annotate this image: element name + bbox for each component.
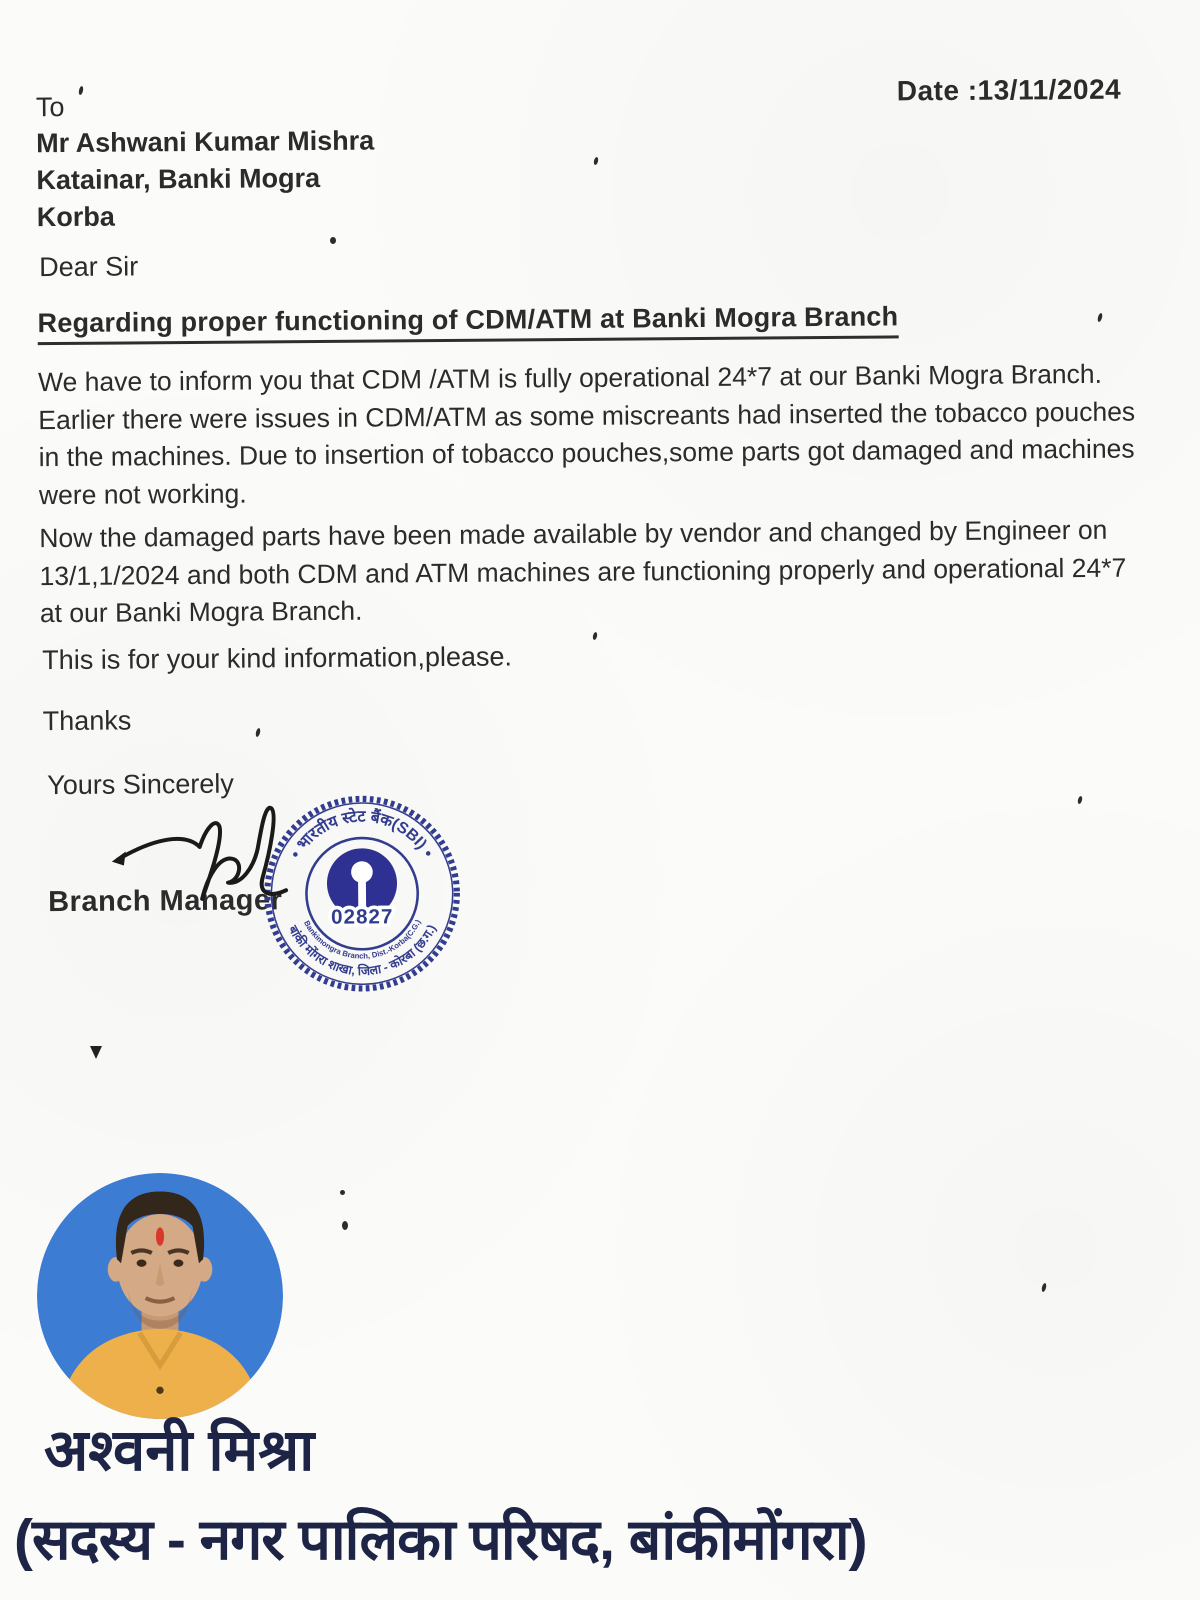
paragraph-2-line: Now the damaged parts have been made available by vendor and changed by Engineer on <box>39 514 1108 554</box>
signature-scribble-icon <box>105 790 356 942</box>
salutation: Dear Sir <box>39 251 139 283</box>
scan-speck <box>330 237 336 244</box>
paragraph-1-line: in the machines. Due to insertion of tobacco pouches,some parts got damaged and machines <box>38 433 1135 473</box>
stamp-arc-bottom-english-text: Bankimongra Branch, Dist.-Korba(C.G.) <box>302 918 423 961</box>
paragraph-2-line: at our Banki Mogra Branch. <box>39 595 363 629</box>
thanks-line: Thanks <box>42 705 132 737</box>
scan-speck <box>1041 1283 1047 1293</box>
recipient-name: Mr Ashwani Kumar Mishra <box>36 125 375 159</box>
portrait-photo <box>37 1173 283 1419</box>
letter-date: Date :13/11/2024 <box>896 73 1122 107</box>
scan-speck <box>342 1221 348 1230</box>
scan-speck <box>90 1046 102 1059</box>
recipient-address: Katainar, Banki Mogra <box>36 162 321 196</box>
yours-sincerely-line: Yours Sincerely <box>47 768 234 801</box>
paragraph-2-line: 13/1,1/2024 and both CDM and ATM machines are functioning properly and operational 24*7 <box>39 552 1127 591</box>
scan-speck <box>340 1190 345 1195</box>
paragraph-2 <box>39 511 1175 632</box>
recipient-to-label: To <box>35 91 65 123</box>
man-portrait-icon <box>37 1173 283 1419</box>
person-title-hindi: (सदस्य - नगर पालिका परिषद, बांकीमोंगरा) <box>14 1508 867 1572</box>
closing-info-line: This is for your kind information,please. <box>42 641 513 676</box>
person-name-hindi: अश्वनी मिश्रा <box>44 1418 315 1483</box>
recipient-city: Korba <box>36 201 115 233</box>
subject-line: Regarding proper functioning of CDM/ATM at Banki Mogra Branch <box>37 301 898 345</box>
stamp-branch-code: 02827 <box>330 905 394 929</box>
branch-manager-signature <box>105 790 356 942</box>
paragraph-1-line: were not working. <box>38 478 247 510</box>
paragraph-1 <box>38 355 1174 514</box>
signatory-title: Branch Manager <box>48 884 283 919</box>
paragraph-1-line: We have to inform you that CDM /ATM is fully operational 24*7 at our Banki Mogra Branch. <box>37 358 1103 398</box>
stamp-arc-bottom-hindi-text: बांकी मोंगरा शाखा, जिला - कोरबा (छ.ग.) <box>285 922 439 979</box>
paragraph-1-line: Earlier there were issues in CDM/ATM as some miscreants had inserted the tobacco pouches <box>38 396 1136 435</box>
stamp-arc-top-text: • भारतीय स्टेट बैंक(SBI) • <box>287 808 437 862</box>
